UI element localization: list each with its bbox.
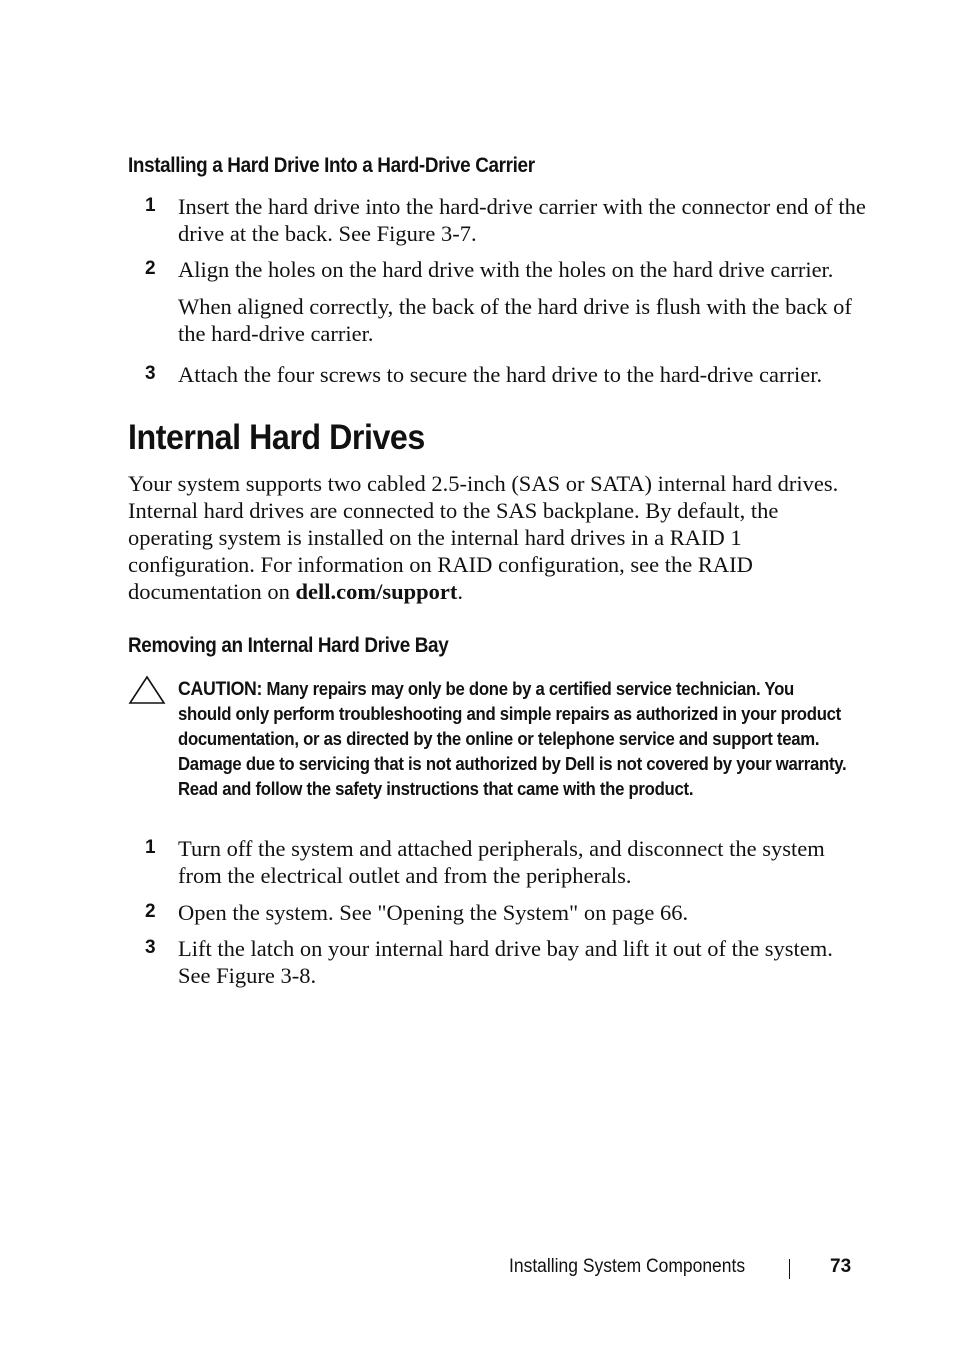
step-note: When aligned correctly, the back of the hard drive is flush with the back of the hard-drive carrier. — [178, 294, 852, 346]
caution-triangle-icon — [128, 675, 166, 705]
step-text: Insert the hard drive into the hard-drive carrier with the connector end of the drive at the back. See Figure 3-7. — [178, 194, 866, 246]
section-heading-remove-bay: Removing an Internal Hard Drive Bay — [128, 634, 449, 657]
step-number: 3 — [145, 937, 156, 958]
intro-text: Your system supports two cabled 2.5-inch (SAS or SATA) internal hard drives. Internal hard drives are connected to the SAS backplane. By default, the operating system is installed on the internal hard drives in a RAID 1 configuration. For information on RAID configuration, see the RAID documentation on — [128, 471, 839, 604]
step-number: 2 — [145, 258, 156, 279]
caution-notice — [178, 677, 848, 802]
footer-chapter: Installing System Components — [509, 1256, 746, 1277]
step-text: Attach the four screws to secure the hard drive to the hard-drive carrier. — [178, 362, 823, 387]
page-title: Internal Hard Drives — [128, 418, 425, 457]
intro-paragraph — [128, 470, 858, 605]
footer-divider — [789, 1259, 790, 1279]
step-number: 1 — [145, 837, 156, 858]
support-link[interactable]: dell.com/support — [295, 579, 458, 604]
caution-text: Many repairs may only be done by a certified service technician. You should only perform troubleshooting and simple repairs as authorized in your product documentation, or as directed by the online or telephone service and support team. Damage due to servicing that is not authorized by Dell is not covered by your warranty. Read and follow the safety instructions that came with the product. — [178, 679, 847, 799]
step-number: 3 — [145, 363, 156, 384]
section-heading-install-carrier: Installing a Hard Drive Into a Hard-Drive Carrier — [128, 154, 535, 177]
caution-label: CAUTION: — [178, 679, 263, 700]
step-text: Turn off the system and attached peripherals, and disconnect the system from the electrical outlet and from the peripherals. — [178, 836, 825, 888]
step-text: Align the holes on the hard drive with the holes on the hard drive carrier. — [178, 257, 834, 282]
intro-end: . — [457, 579, 463, 604]
step-number: 1 — [145, 195, 156, 216]
step-text: Open the system. See "Opening the System" on page 66. — [178, 900, 689, 925]
page-number: 73 — [830, 1256, 852, 1277]
step-number: 2 — [145, 901, 156, 922]
step-text: Lift the latch on your internal hard drive bay and lift it out of the system. See Figure 3-8. — [178, 936, 833, 988]
